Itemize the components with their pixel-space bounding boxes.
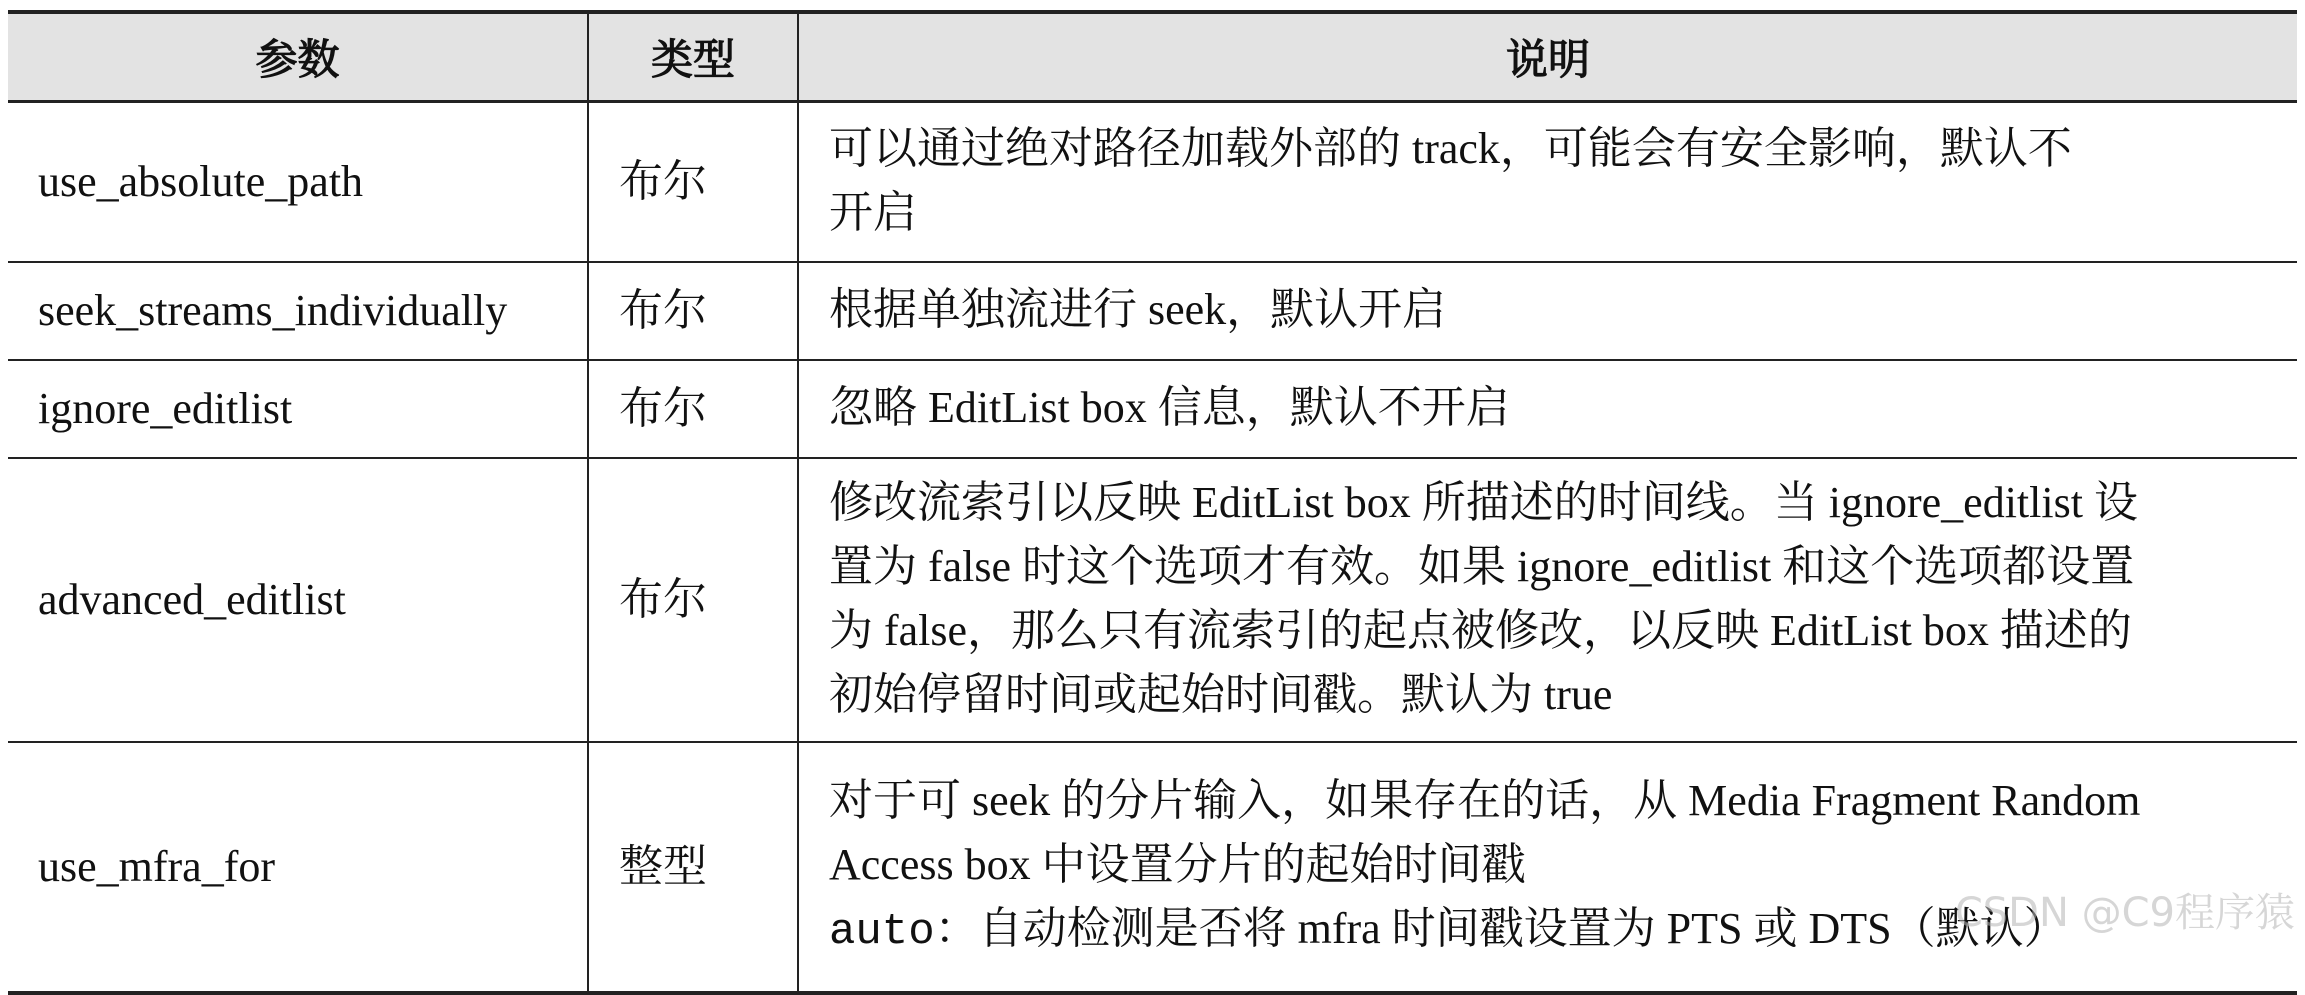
table-row [8,360,2297,458]
option-code: auto [829,906,935,957]
param-description [798,458,2297,742]
param-type: 布尔 [588,102,798,263]
table-row [8,102,2297,263]
param-name: ignore_editlist [8,360,588,458]
param-description [798,742,2297,993]
description-line: 忽略 EditList box 信息，默认不开启 [829,383,1510,432]
description-line: 为 false，那么只有流索引的起点被修改，以反映 EditList box 描述的 [829,606,2132,655]
watermark: CSDN @C9程序猿 [1954,890,2295,936]
param-type: 整型 [588,742,798,993]
param-name: advanced_editlist [8,458,588,742]
description-line: 修改流索引以反映 EditList box 所描述的时间线。当 ignore_editlist 设 [829,478,2138,527]
param-name: use_mfra_for [8,742,588,993]
parameter-table [8,10,2297,995]
param-type: 布尔 [588,262,798,360]
param-type: 布尔 [588,458,798,742]
header-param: 参数 [8,12,588,102]
header-type: 类型 [588,12,798,102]
param-description [798,360,2297,458]
option-text: ：自动检测是否将 mfra 时间戳设置为 PTS 或 DTS（默认） [934,903,2068,953]
table-row [8,262,2297,360]
param-name: seek_streams_individually [8,262,588,360]
description-line: 置为 false 时这个选项才有效。如果 ignore_editlist 和这个选项都设置 [829,542,2135,591]
table-header-row [8,12,2297,102]
table-row [8,742,2297,993]
description-line: 可以通过绝对路径加载外部的 track，可能会有安全影响，默认不 [829,124,2072,173]
param-type: 布尔 [588,360,798,458]
description-line: 根据单独流进行 seek，默认开启 [829,285,1447,334]
header-description: 说明 [798,12,2297,102]
param-description [798,262,2297,360]
param-description [798,102,2297,263]
description-line: 初始停留时间或起始时间戳。默认为 true [829,670,1613,719]
description-line: 开启 [829,188,917,237]
param-name: use_absolute_path [8,102,588,263]
description-line: Access box 中设置分片的起始时间戳 [829,839,1526,889]
table-row [8,458,2297,742]
description-line: 对于可 seek 的分片输入，如果存在的话，从 Media Fragment Random [829,775,2141,825]
